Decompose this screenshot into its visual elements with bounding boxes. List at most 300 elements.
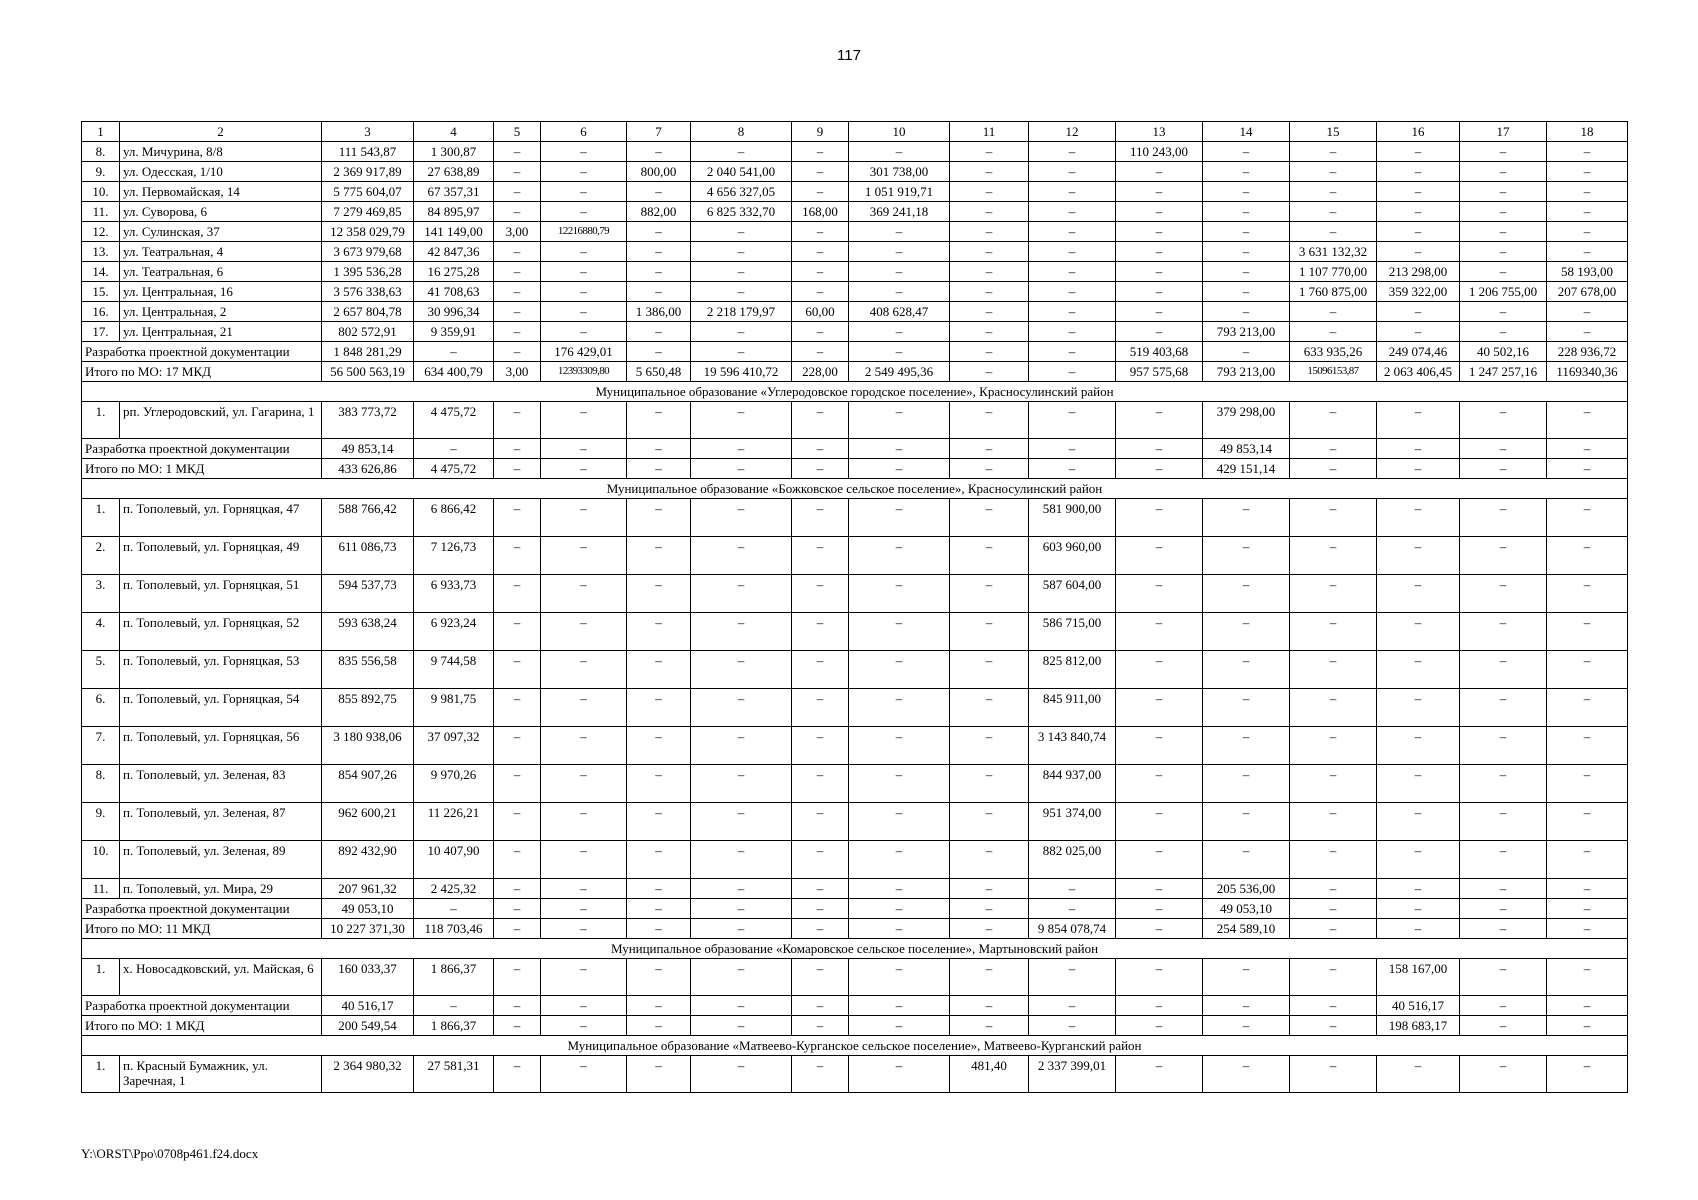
cell-col-14: – xyxy=(1203,342,1290,362)
table-row xyxy=(82,262,1628,282)
cell-col-9: 168,00 xyxy=(792,202,849,222)
cell-col-6: – xyxy=(541,899,627,919)
cell-col-4: 37 097,32 xyxy=(414,727,494,765)
cell-col-15: – xyxy=(1290,765,1377,803)
cell-col-3: 12 358 029,79 xyxy=(322,222,414,242)
cell-col-14: – xyxy=(1203,222,1290,242)
cell-col-16: – xyxy=(1377,182,1460,202)
table-row xyxy=(82,282,1628,302)
cell-col-15: – xyxy=(1290,803,1377,841)
cell-col-12: 845 911,00 xyxy=(1029,689,1116,727)
cell-col-18: – xyxy=(1547,242,1628,262)
cell-col-18: – xyxy=(1547,537,1628,575)
row-number: 8. xyxy=(82,765,120,803)
building-address: рп. Углеродовский, ул. Гагарина, 1 xyxy=(120,402,322,439)
cell-col-18: – xyxy=(1547,1016,1628,1036)
cell-col-14: – xyxy=(1203,613,1290,651)
cell-col-18: – xyxy=(1547,765,1628,803)
cell-col-15: 633 935,26 xyxy=(1290,342,1377,362)
total-label: Итого по МО: 11 МКД xyxy=(82,919,322,939)
cell-col-8: 19 596 410,72 xyxy=(691,362,792,382)
cell-col-3: 3 180 938,06 xyxy=(322,727,414,765)
cell-col-9: – xyxy=(792,537,849,575)
cell-col-5: – xyxy=(494,613,541,651)
cell-col-7: – xyxy=(627,1016,691,1036)
cell-col-14: 254 589,10 xyxy=(1203,919,1290,939)
cell-col-9: – xyxy=(792,613,849,651)
column-number-header: 9 xyxy=(792,122,849,142)
cell-col-12: – xyxy=(1029,439,1116,459)
cell-col-14: – xyxy=(1203,803,1290,841)
cell-col-18: – xyxy=(1547,182,1628,202)
cell-col-14: – xyxy=(1203,765,1290,803)
cell-col-4: – xyxy=(414,439,494,459)
row-number: 1. xyxy=(82,1056,120,1093)
cell-col-15: – xyxy=(1290,459,1377,479)
column-number-header: 16 xyxy=(1377,122,1460,142)
cell-col-17: – xyxy=(1460,727,1547,765)
row-number: 15. xyxy=(82,282,120,302)
cell-col-11: – xyxy=(950,262,1029,282)
cell-col-11: – xyxy=(950,613,1029,651)
cell-col-12: – xyxy=(1029,182,1116,202)
cell-col-18: 207 678,00 xyxy=(1547,282,1628,302)
cell-col-5: – xyxy=(494,162,541,182)
cell-col-7: 800,00 xyxy=(627,162,691,182)
cell-col-7: – xyxy=(627,575,691,613)
cell-col-12: 825 812,00 xyxy=(1029,651,1116,689)
cell-col-4: – xyxy=(414,899,494,919)
cell-col-13: – xyxy=(1116,322,1203,342)
column-number-header: 12 xyxy=(1029,122,1116,142)
cell-col-4: 2 425,32 xyxy=(414,879,494,899)
cell-col-14: 793 213,00 xyxy=(1203,362,1290,382)
cell-col-6: 176 429,01 xyxy=(541,342,627,362)
row-number: 9. xyxy=(82,803,120,841)
table-row xyxy=(82,613,1628,651)
cell-col-7: – xyxy=(627,727,691,765)
design-docs-label: Разработка проектной документации xyxy=(82,996,322,1016)
cell-col-6: – xyxy=(541,537,627,575)
building-address: ул. Театральная, 4 xyxy=(120,242,322,262)
municipality-section-title: Муниципальное образование «Комаровское сельское поселение», Мартыновский район xyxy=(82,939,1628,959)
cell-col-16: – xyxy=(1377,402,1460,439)
cell-col-16: – xyxy=(1377,459,1460,479)
column-number-header: 6 xyxy=(541,122,627,142)
cell-col-13: – xyxy=(1116,727,1203,765)
row-number: 5. xyxy=(82,651,120,689)
building-address: ул. Центральная, 2 xyxy=(120,302,322,322)
cell-col-5: – xyxy=(494,996,541,1016)
cell-col-11: – xyxy=(950,322,1029,342)
cell-col-12: – xyxy=(1029,1016,1116,1036)
table-row xyxy=(82,302,1628,322)
cell-col-7: 882,00 xyxy=(627,202,691,222)
municipality-section-title: Муниципальное образование «Матвеево-Курганское сельское поселение», Матвеево-Курганский район xyxy=(82,1036,1628,1056)
design-docs-row xyxy=(82,342,1628,362)
cell-col-3: 855 892,75 xyxy=(322,689,414,727)
cell-col-7: – xyxy=(627,182,691,202)
cell-col-10: 369 241,18 xyxy=(849,202,950,222)
cell-col-18: – xyxy=(1547,1056,1628,1093)
cell-col-5: – xyxy=(494,879,541,899)
cell-col-7: 1 386,00 xyxy=(627,302,691,322)
cell-col-3: 3 576 338,63 xyxy=(322,282,414,302)
cell-col-5: – xyxy=(494,142,541,162)
cell-col-9: – xyxy=(792,1016,849,1036)
cell-col-12: – xyxy=(1029,959,1116,996)
cell-col-12: – xyxy=(1029,282,1116,302)
table-row xyxy=(82,1056,1628,1093)
table-row xyxy=(82,841,1628,879)
cell-col-11: – xyxy=(950,162,1029,182)
total-row xyxy=(82,919,1628,939)
cell-col-7: – xyxy=(627,402,691,439)
cell-col-5: – xyxy=(494,302,541,322)
cell-col-16: – xyxy=(1377,242,1460,262)
cell-col-11: – xyxy=(950,689,1029,727)
cell-col-12: – xyxy=(1029,202,1116,222)
cell-col-3: 1 848 281,29 xyxy=(322,342,414,362)
cell-col-6: – xyxy=(541,402,627,439)
cell-col-3: 160 033,37 xyxy=(322,959,414,996)
cell-col-12: – xyxy=(1029,222,1116,242)
cell-col-18: – xyxy=(1547,899,1628,919)
cell-col-13: – xyxy=(1116,765,1203,803)
cell-col-10: – xyxy=(849,959,950,996)
cell-col-11: – xyxy=(950,803,1029,841)
cell-col-6: – xyxy=(541,1056,627,1093)
cell-col-8: – xyxy=(691,996,792,1016)
data-table xyxy=(81,121,1628,1093)
cell-col-6: – xyxy=(541,765,627,803)
cell-col-7: 5 650,48 xyxy=(627,362,691,382)
cell-col-10: – xyxy=(849,439,950,459)
cell-col-9: – xyxy=(792,765,849,803)
cell-col-7: – xyxy=(627,841,691,879)
cell-col-17: – xyxy=(1460,302,1547,322)
cell-col-9: – xyxy=(792,727,849,765)
cell-col-5: – xyxy=(494,439,541,459)
cell-col-8: – xyxy=(691,959,792,996)
cell-col-6: – xyxy=(541,803,627,841)
row-number: 1. xyxy=(82,499,120,537)
cell-col-5: – xyxy=(494,459,541,479)
cell-col-15: – xyxy=(1290,182,1377,202)
cell-col-6: – xyxy=(541,262,627,282)
cell-col-10: – xyxy=(849,919,950,939)
cell-col-15: – xyxy=(1290,162,1377,182)
cell-col-9: – xyxy=(792,322,849,342)
cell-col-5: 3,00 xyxy=(494,362,541,382)
cell-col-6: – xyxy=(541,499,627,537)
cell-col-11: – xyxy=(950,402,1029,439)
building-address: ул. Одесская, 1/10 xyxy=(120,162,322,182)
cell-col-4: – xyxy=(414,342,494,362)
cell-col-6: – xyxy=(541,1016,627,1036)
cell-col-4: 42 847,36 xyxy=(414,242,494,262)
cell-col-9: – xyxy=(792,142,849,162)
cell-col-10: – xyxy=(849,803,950,841)
cell-col-15: – xyxy=(1290,841,1377,879)
cell-col-16: 2 063 406,45 xyxy=(1377,362,1460,382)
cell-col-10: – xyxy=(849,402,950,439)
cell-col-12: 2 337 399,01 xyxy=(1029,1056,1116,1093)
cell-col-10: – xyxy=(849,282,950,302)
cell-col-8: – xyxy=(691,613,792,651)
cell-col-5: – xyxy=(494,537,541,575)
municipality-section-title: Муниципальное образование «Углеродовское городское поселение», Красносулинский район xyxy=(82,382,1628,402)
cell-col-16: – xyxy=(1377,919,1460,939)
column-number-header: 2 xyxy=(120,122,322,142)
cell-col-10: – xyxy=(849,651,950,689)
cell-col-11: – xyxy=(950,142,1029,162)
cell-col-5: – xyxy=(494,727,541,765)
cell-col-16: – xyxy=(1377,689,1460,727)
cell-col-18: – xyxy=(1547,879,1628,899)
cell-col-15: – xyxy=(1290,439,1377,459)
cell-col-13: 957 575,68 xyxy=(1116,362,1203,382)
cell-col-18: – xyxy=(1547,803,1628,841)
cell-col-16: – xyxy=(1377,651,1460,689)
cell-col-5: – xyxy=(494,262,541,282)
cell-col-12: – xyxy=(1029,996,1116,1016)
cell-col-7: – xyxy=(627,765,691,803)
cell-col-16: 198 683,17 xyxy=(1377,1016,1460,1036)
cell-col-14: – xyxy=(1203,242,1290,262)
cell-col-7: – xyxy=(627,1056,691,1093)
cell-col-15: – xyxy=(1290,537,1377,575)
cell-col-5: – xyxy=(494,765,541,803)
cell-col-14: 49 853,14 xyxy=(1203,439,1290,459)
cell-col-8: – xyxy=(691,282,792,302)
cell-col-9: – xyxy=(792,899,849,919)
cell-col-15: – xyxy=(1290,1016,1377,1036)
cell-col-6: – xyxy=(541,162,627,182)
cell-col-12: 3 143 840,74 xyxy=(1029,727,1116,765)
cell-col-10: – xyxy=(849,142,950,162)
cell-col-14: 429 151,14 xyxy=(1203,459,1290,479)
total-row xyxy=(82,362,1628,382)
table-row xyxy=(82,689,1628,727)
cell-col-13: – xyxy=(1116,919,1203,939)
cell-col-8: – xyxy=(691,439,792,459)
building-address: п. Тополевый, ул. Мира, 29 xyxy=(120,879,322,899)
cell-col-4: 141 149,00 xyxy=(414,222,494,242)
cell-col-4: 9 359,91 xyxy=(414,322,494,342)
cell-col-5: – xyxy=(494,402,541,439)
cell-col-18: 58 193,00 xyxy=(1547,262,1628,282)
row-number: 17. xyxy=(82,322,120,342)
cell-col-6: – xyxy=(541,202,627,222)
building-address: п. Тополевый, ул. Горняцкая, 52 xyxy=(120,613,322,651)
cell-col-4: 9 981,75 xyxy=(414,689,494,727)
cell-col-8: – xyxy=(691,342,792,362)
cell-col-17: – xyxy=(1460,959,1547,996)
page-number: 117 xyxy=(837,47,861,64)
cell-col-8: – xyxy=(691,1056,792,1093)
cell-col-16: – xyxy=(1377,803,1460,841)
cell-col-10: – xyxy=(849,322,950,342)
cell-col-17: – xyxy=(1460,242,1547,262)
cell-col-18: – xyxy=(1547,727,1628,765)
cell-col-17: – xyxy=(1460,1016,1547,1036)
cell-col-10: – xyxy=(849,899,950,919)
cell-col-9: 60,00 xyxy=(792,302,849,322)
cell-col-6: – xyxy=(541,689,627,727)
cell-col-6: – xyxy=(541,322,627,342)
cell-col-17: – xyxy=(1460,162,1547,182)
cell-col-18: – xyxy=(1547,402,1628,439)
row-number: 2. xyxy=(82,537,120,575)
cell-col-10: – xyxy=(849,537,950,575)
cell-col-5: – xyxy=(494,282,541,302)
column-number-header: 10 xyxy=(849,122,950,142)
table-row xyxy=(82,803,1628,841)
cell-col-3: 854 907,26 xyxy=(322,765,414,803)
cell-col-18: – xyxy=(1547,142,1628,162)
cell-col-7: – xyxy=(627,142,691,162)
cell-col-3: 593 638,24 xyxy=(322,613,414,651)
cell-col-18: 228 936,72 xyxy=(1547,342,1628,362)
cell-col-11: – xyxy=(950,439,1029,459)
cell-col-8: – xyxy=(691,242,792,262)
design-docs-label: Разработка проектной документации xyxy=(82,439,322,459)
cell-col-13: 110 243,00 xyxy=(1116,142,1203,162)
cell-col-14: – xyxy=(1203,727,1290,765)
cell-col-18: – xyxy=(1547,202,1628,222)
cell-col-13: – xyxy=(1116,242,1203,262)
cell-col-6: – xyxy=(541,182,627,202)
cell-col-12: – xyxy=(1029,322,1116,342)
cell-col-12: – xyxy=(1029,342,1116,362)
cell-col-14: – xyxy=(1203,575,1290,613)
cell-col-9: – xyxy=(792,459,849,479)
cell-col-16: – xyxy=(1377,162,1460,182)
row-number: 3. xyxy=(82,575,120,613)
cell-col-9: – xyxy=(792,651,849,689)
cell-col-9: – xyxy=(792,439,849,459)
column-number-header: 7 xyxy=(627,122,691,142)
design-docs-row xyxy=(82,899,1628,919)
cell-col-8: – xyxy=(691,402,792,439)
cell-col-3: 892 432,90 xyxy=(322,841,414,879)
cell-col-18: – xyxy=(1547,575,1628,613)
cell-col-4: 1 866,37 xyxy=(414,1016,494,1036)
cell-col-11: – xyxy=(950,899,1029,919)
cell-col-10: – xyxy=(849,575,950,613)
building-address: п. Тополевый, ул. Зеленая, 89 xyxy=(120,841,322,879)
cell-col-8: – xyxy=(691,262,792,282)
cell-col-16: – xyxy=(1377,202,1460,222)
cell-col-12: 951 374,00 xyxy=(1029,803,1116,841)
cell-col-12: – xyxy=(1029,302,1116,322)
cell-col-15: – xyxy=(1290,202,1377,222)
column-number-header: 3 xyxy=(322,122,414,142)
design-docs-label: Разработка проектной документации xyxy=(82,342,322,362)
cell-col-17: – xyxy=(1460,537,1547,575)
cell-col-6: – xyxy=(541,282,627,302)
table-row xyxy=(82,499,1628,537)
cell-col-11: – xyxy=(950,996,1029,1016)
table-row xyxy=(82,202,1628,222)
cell-col-11: – xyxy=(950,727,1029,765)
cell-col-6: – xyxy=(541,459,627,479)
cell-col-13: – xyxy=(1116,499,1203,537)
cell-col-10: 1 051 919,71 xyxy=(849,182,950,202)
cell-col-6: – xyxy=(541,959,627,996)
cell-col-9: – xyxy=(792,162,849,182)
cell-col-14: 793 213,00 xyxy=(1203,322,1290,342)
cell-col-5: 3,00 xyxy=(494,222,541,242)
table-row xyxy=(82,162,1628,182)
cell-col-7: – xyxy=(627,459,691,479)
cell-col-18: – xyxy=(1547,689,1628,727)
header-row xyxy=(82,122,1628,142)
cell-col-8: – xyxy=(691,727,792,765)
cell-col-13: – xyxy=(1116,689,1203,727)
building-address: ул. Сулинская, 37 xyxy=(120,222,322,242)
cell-col-4: 634 400,79 xyxy=(414,362,494,382)
cell-col-17: – xyxy=(1460,182,1547,202)
cell-col-14: – xyxy=(1203,182,1290,202)
cell-col-9: – xyxy=(792,803,849,841)
section-row xyxy=(82,479,1628,499)
cell-col-13: – xyxy=(1116,162,1203,182)
cell-col-11: – xyxy=(950,575,1029,613)
cell-col-17: – xyxy=(1460,142,1547,162)
column-number-header: 18 xyxy=(1547,122,1628,142)
cell-col-17: – xyxy=(1460,996,1547,1016)
table-row xyxy=(82,959,1628,996)
cell-col-17: – xyxy=(1460,841,1547,879)
cell-col-12: – xyxy=(1029,142,1116,162)
cell-col-14: – xyxy=(1203,282,1290,302)
cell-col-18: – xyxy=(1547,959,1628,996)
cell-col-18: 1169340,36 xyxy=(1547,362,1628,382)
cell-col-9: – xyxy=(792,996,849,1016)
cell-col-17: – xyxy=(1460,262,1547,282)
column-number-header: 14 xyxy=(1203,122,1290,142)
cell-col-17: – xyxy=(1460,202,1547,222)
cell-col-8: – xyxy=(691,222,792,242)
cell-col-11: – xyxy=(950,651,1029,689)
cell-col-3: 588 766,42 xyxy=(322,499,414,537)
cell-col-7: – xyxy=(627,899,691,919)
cell-col-17: – xyxy=(1460,439,1547,459)
cell-col-11: – xyxy=(950,1016,1029,1036)
cell-col-7: – xyxy=(627,959,691,996)
cell-col-13: – xyxy=(1116,282,1203,302)
cell-col-4: 30 996,34 xyxy=(414,302,494,322)
cell-col-4: 10 407,90 xyxy=(414,841,494,879)
cell-col-10: – xyxy=(849,879,950,899)
section-row xyxy=(82,1036,1628,1056)
cell-col-3: 611 086,73 xyxy=(322,537,414,575)
building-address: ул. Первомайская, 14 xyxy=(120,182,322,202)
cell-col-17: – xyxy=(1460,575,1547,613)
cell-col-18: – xyxy=(1547,459,1628,479)
cell-col-16: – xyxy=(1377,222,1460,242)
cell-col-7: – xyxy=(627,537,691,575)
cell-col-3: 835 556,58 xyxy=(322,651,414,689)
cell-col-17: – xyxy=(1460,1056,1547,1093)
cell-col-17: – xyxy=(1460,689,1547,727)
cell-col-7: – xyxy=(627,613,691,651)
cell-col-9: – xyxy=(792,402,849,439)
cell-col-6: – xyxy=(541,439,627,459)
row-number: 14. xyxy=(82,262,120,282)
